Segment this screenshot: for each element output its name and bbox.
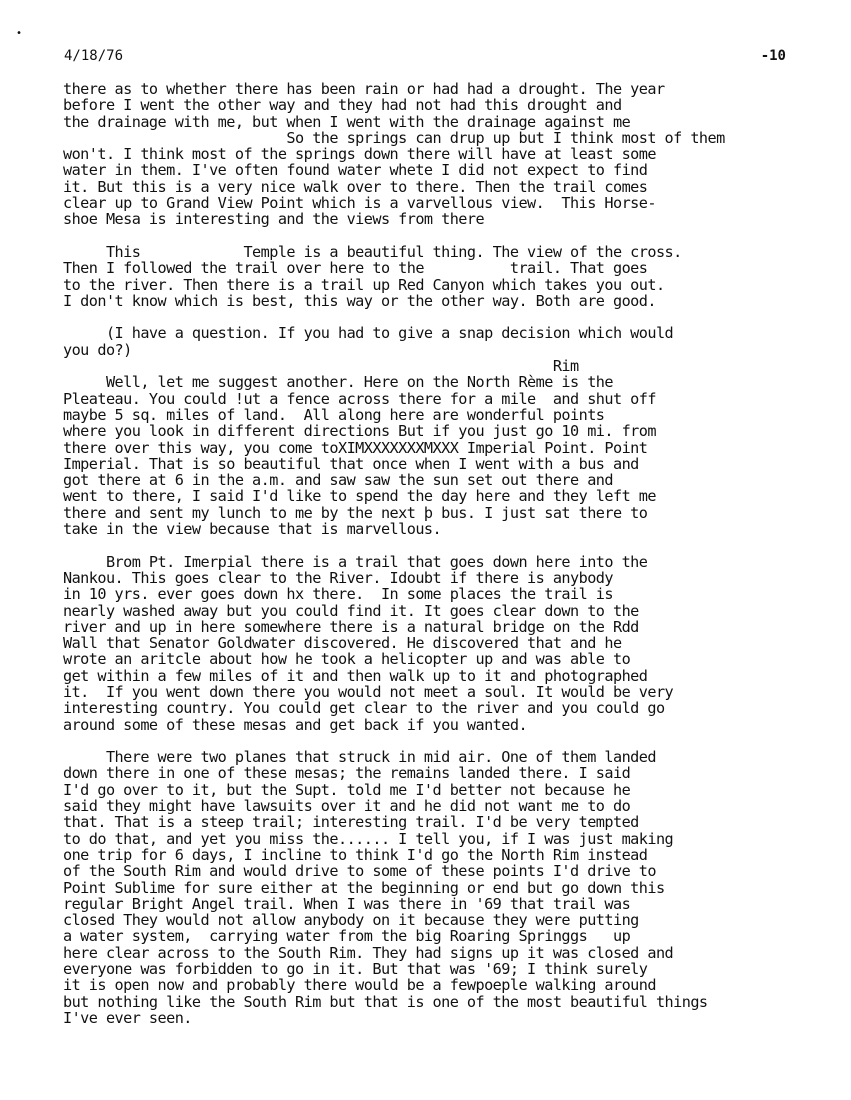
- text-line: clear up to Grand View Point which is a varvellous view. This Horse-: [63, 194, 656, 213]
- paragraph-gap: [63, 537, 823, 553]
- paragraph-gap: [63, 228, 823, 244]
- text-line: down there in one of these mesas; the remains landed there. I said: [63, 764, 631, 783]
- text-line: I've ever seen.: [63, 1008, 192, 1027]
- text-line: nearly washed away but you could find it. It goes clear down to the: [63, 601, 639, 620]
- text-line: There were two planes that struck in mid air. One of them landed: [63, 748, 656, 767]
- text-line: one trip for 6 days, I incline to think I'd go the North Rim instead: [63, 845, 648, 864]
- text-line: maybe 5 sq. miles of land. All along here are wonderful points: [63, 405, 605, 424]
- text-line: before I went the other way and they had not had this drought and: [63, 96, 622, 115]
- text-line: in 10 yrs. ever goes down hx there. In some places the trail is: [63, 585, 613, 604]
- text-line: a water system, carrying water from the big Roaring Springgs up: [63, 927, 631, 946]
- text-line: I don't know which is best, this way or the other way. Both are good.: [63, 291, 656, 310]
- text-line: shoe Mesa is interesting and the views from there: [63, 210, 485, 229]
- text-line: but nothing like the South Rim but that is one of the most beautiful things: [63, 992, 708, 1011]
- text-line: take in the view because that is marvellous.: [63, 520, 442, 539]
- text-line: Pleateau. You could !ut a fence across there for a mile and shut off: [63, 389, 656, 408]
- text-line: So the springs can drup up but I think most of them: [63, 128, 725, 147]
- text-line: (I have a question. If you had to give a snap decision which would: [63, 324, 674, 343]
- text-line: of the South Rim and would drive to some of these points I'd drive to: [63, 862, 656, 881]
- text-line: won't. I think most of the springs down there will have at least some: [63, 145, 656, 164]
- text-line: Then I followed the trail over here to the trail. That goes: [63, 259, 648, 278]
- text-line: here clear across to the South Rim. They had signs up it was closed and: [63, 943, 674, 962]
- paragraph-gap: [63, 733, 823, 749]
- text-line: Well, let me suggest another. Here on the North Rème is the: [63, 373, 613, 392]
- text-line: river and up in here somewhere there is a natural bridge on the Rdd: [63, 617, 639, 636]
- text-line: there and sent my lunch to me by the next þ bus. I just sat there to: [63, 503, 648, 522]
- text-line: the drainage with me, but when I went with the drainage against me: [63, 112, 631, 131]
- text-line: wrote an aritcle about how he took a helicopter up and was able to: [63, 650, 631, 669]
- paragraph: [63, 554, 823, 733]
- text-line: Rim: [63, 357, 579, 376]
- text-line: there as to whether there has been rain or had had a drought. The year: [63, 80, 665, 98]
- text-line: closed They would not allow anybody on it because they were putting: [63, 911, 639, 930]
- paragraph-gap: [63, 309, 823, 325]
- paragraph: [63, 325, 823, 537]
- page-header: [64, 48, 786, 68]
- text-line: Nankou. This goes clear to the River. Idoubt if there is anybody: [63, 568, 613, 587]
- page-date: 4/18/76: [64, 48, 124, 64]
- text-line: regular Bright Angel trail. When I was there in '69 that trail was: [63, 894, 631, 913]
- text-line: I'd go over to it, but the Supt. told me I'd better not because he: [63, 780, 631, 799]
- text-line: This Temple is a beautiful thing. The view of the cross.: [63, 242, 682, 261]
- page-number: -10: [760, 48, 786, 64]
- text-line: get within a few miles of it and then walk up to it and photographed: [63, 666, 648, 685]
- text-line: went to there, I said I'd like to spend the day here and they left me: [63, 487, 656, 506]
- text-line: it. But this is a very nice walk over to there. Then the trail comes: [63, 177, 648, 196]
- text-line: everyone was forbidden to go in it. But that was '69; I think surely: [63, 960, 648, 979]
- paragraph: [63, 244, 823, 309]
- page-mark: •: [16, 28, 23, 39]
- text-line: Brom Pt. Imerpial there is a trail that goes down here into the: [63, 552, 648, 571]
- text-line: that. That is a steep trail; interesting trail. I'd be very tempted: [63, 813, 639, 832]
- text-line: water in them. I've often found water whete I did not expect to find: [63, 161, 648, 180]
- text-line: around some of these mesas and get back if you wanted.: [63, 715, 528, 734]
- text-line: it is open now and probably there would be a fewpoeple walking around: [63, 976, 656, 995]
- text-line: to do that, and yet you miss the...... I tell you, if I was just making: [63, 829, 674, 848]
- text-line: it. If you went down there you would not meet a soul. It would be very: [63, 682, 674, 701]
- text-line: Imperial. That is so beautiful that once when I went with a bus and: [63, 454, 639, 473]
- text-line: Point Sublime for sure either at the beginning or end but go down this: [63, 878, 665, 897]
- text-line: to the river. Then there is a trail up Red Canyon which takes you out.: [63, 275, 665, 294]
- text-line: Wall that Senator Goldwater discovered. He discovered that and he: [63, 634, 622, 653]
- text-line: got there at 6 in the a.m. and saw saw the sun set out there and: [63, 471, 613, 490]
- paragraph: [63, 81, 823, 228]
- text-line: said they might have lawsuits over it and he did not want me to do: [63, 797, 631, 816]
- paragraph: [63, 749, 823, 1026]
- text-line: interesting country. You could get clear to the river and you could go: [63, 699, 665, 718]
- text-line: you do?): [63, 340, 132, 359]
- document-body: [63, 81, 823, 1026]
- text-line: there over this way, you come toXIMXXXXXXXMXXX Imperial Point. Point: [63, 438, 648, 457]
- text-line: where you look in different directions But if you just go 10 mi. from: [63, 422, 656, 441]
